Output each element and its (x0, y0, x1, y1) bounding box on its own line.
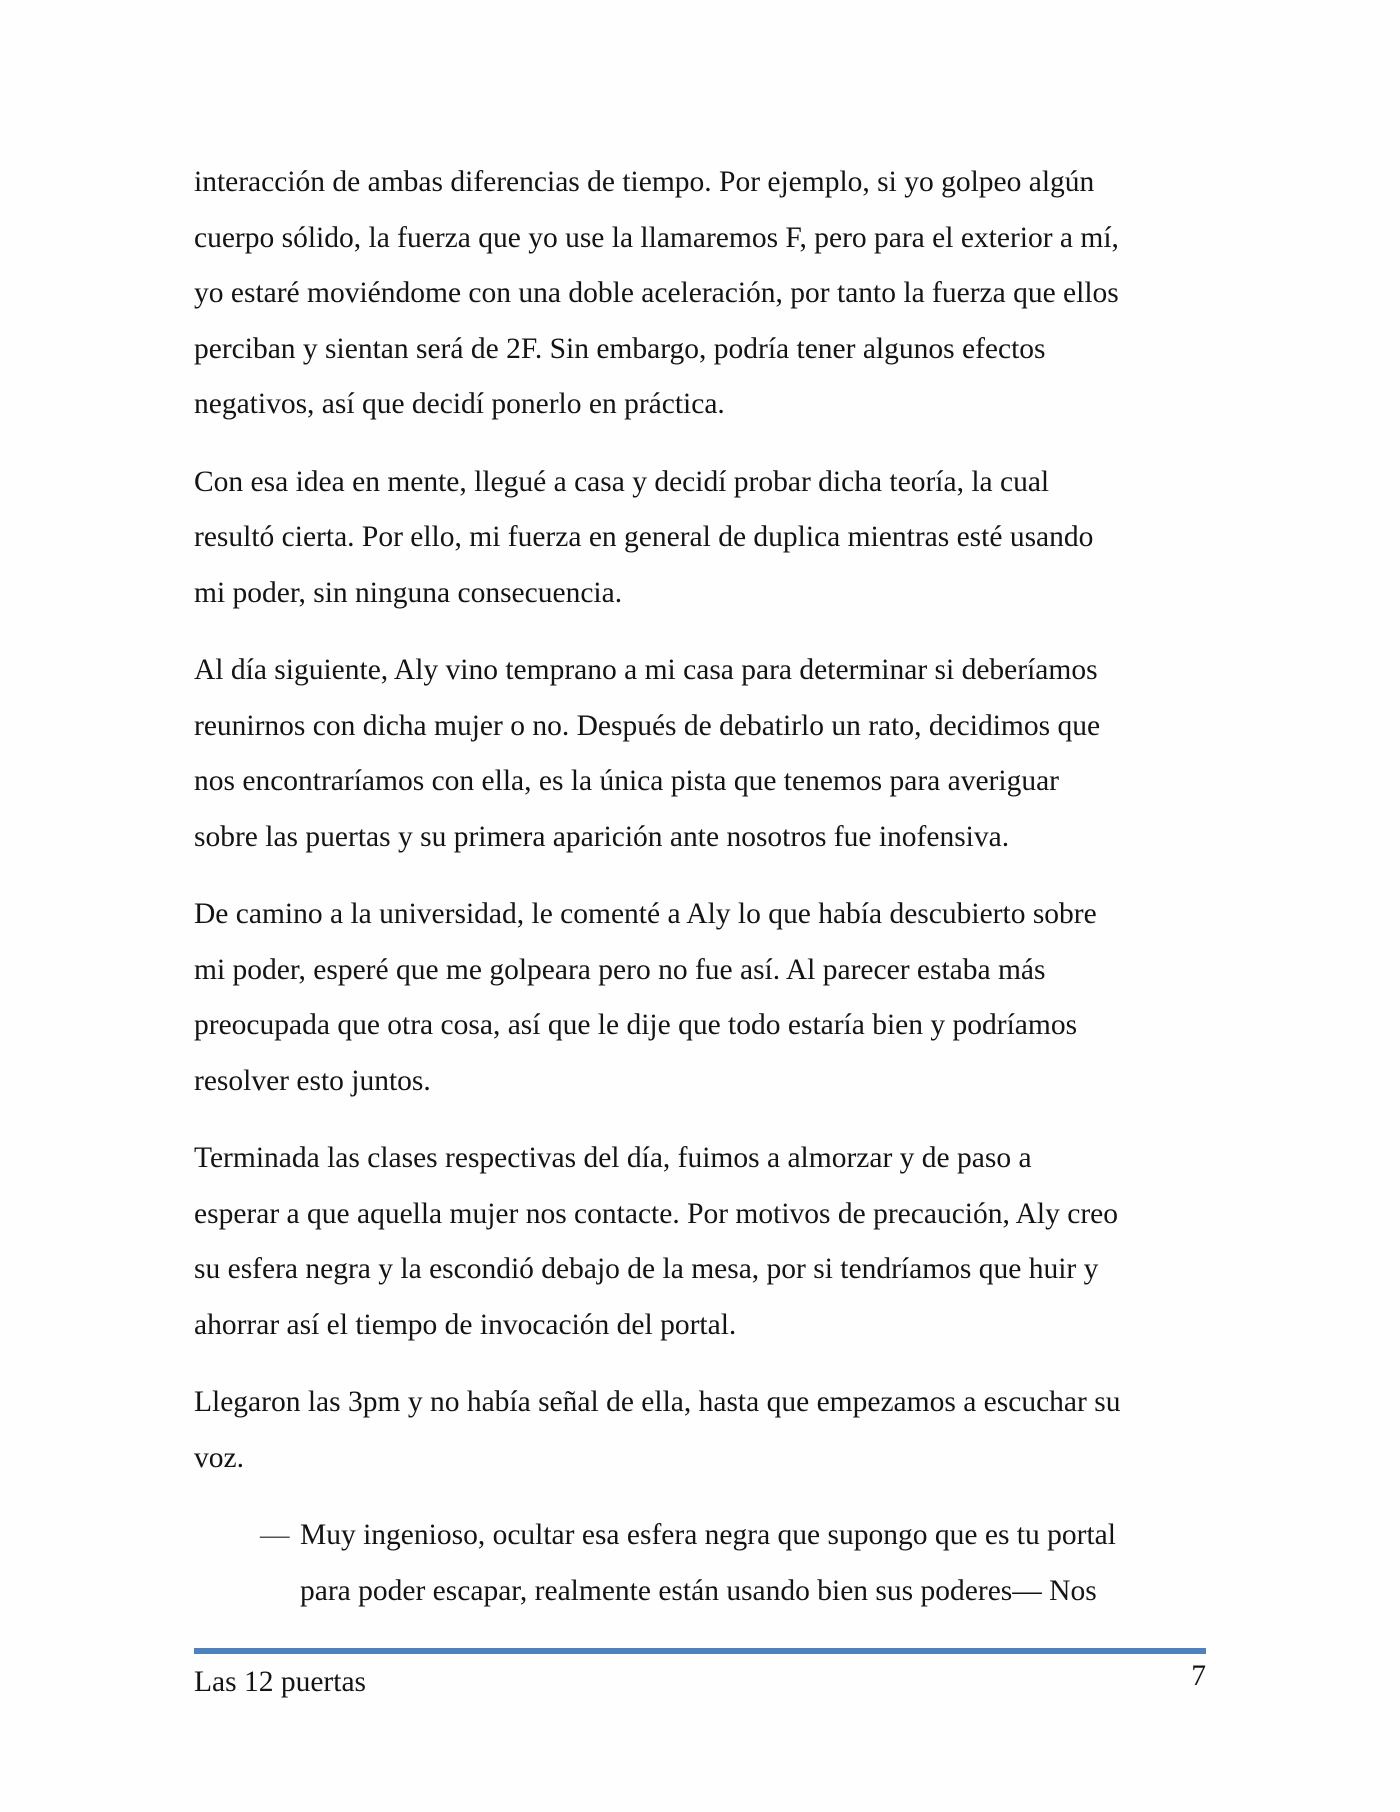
body-text (194, 155, 1206, 1508)
paragraph-2 (194, 455, 1206, 622)
paragraph-5 (194, 1131, 1206, 1353)
dialogue-block (260, 1508, 1210, 1619)
text-line: perciban y sientan será de 2F. Sin embargo, podría tener algunos efectos (194, 332, 1046, 365)
paragraph-3 (194, 643, 1206, 865)
text-line: yo estaré moviéndome con una doble aceleración, por tanto la fuerza que ellos (194, 277, 1119, 309)
dialogue-line: para poder escapar, realmente están usando bien sus poderes— Nos (300, 1574, 1097, 1607)
text-line: esperar a que aquella mujer nos contacte. Por motivos de precaución, Aly creo (194, 1197, 1118, 1230)
text-line: ahorrar así el tiempo de invocación del portal. (194, 1308, 737, 1341)
text-line: De camino a la universidad, le comenté a Aly lo que había descubierto sobre (194, 898, 1097, 930)
text-line: sobre las puertas y su primera aparición ante nosotros fue inofensiva. (194, 820, 1010, 853)
text-line: mi poder, esperé que me golpeara pero no fue así. Al parecer estaba más (194, 953, 1046, 986)
text-line: resolver esto juntos. (194, 1064, 431, 1097)
text-line: su esfera negra y la escondió debajo de la mesa, por si tendríamos que huir y (194, 1253, 1099, 1285)
paragraph-6 (194, 1375, 1206, 1486)
text-line: mi poder, sin ninguna consecuencia. (194, 576, 623, 609)
dialogue-dash: — (260, 1519, 290, 1551)
footer-book-title: Las 12 puertas (194, 1666, 367, 1698)
text-line: interacción de ambas diferencias de tiempo. Por ejemplo, si yo golpeo algún (194, 166, 1095, 198)
paragraph-4 (194, 887, 1206, 1109)
text-line: Con esa idea en mente, llegué a casa y decidí probar dicha teoría, la cual (194, 465, 1050, 498)
text-line: cuerpo sólido, la fuerza que yo use la llamaremos F, pero para el exterior a mí, (194, 221, 1119, 254)
dialogue-line: Muy ingenioso, ocultar esa esfera negra que supongo que es tu portal (300, 1519, 1116, 1551)
footer-page-number: 7 (1191, 1660, 1206, 1692)
text-line: nos encontraríamos con ella, es la única pista que tenemos para averiguar (194, 765, 1059, 797)
text-line: Al día siguiente, Aly vino temprano a mi casa para determinar si deberíamos (194, 654, 1098, 686)
text-line: Llegaron las 3pm y no había señal de ella, hasta que empezamos a escuchar su (194, 1386, 1121, 1418)
text-line: resultó cierta. Por ello, mi fuerza en general de duplica mientras esté usando (194, 521, 1094, 553)
text-line: voz. (194, 1441, 244, 1474)
text-line: Terminada las clases respectivas del día, fuimos a almorzar y de paso a (194, 1142, 1032, 1174)
text-line: reunirnos con dicha mujer o no. Después de debatirlo un rato, decidimos que (194, 709, 1101, 742)
paragraph-1 (194, 155, 1206, 433)
text-line: preocupada que otra cosa, así que le dije que todo estaría bien y podríamos (194, 1009, 1078, 1041)
text-line: negativos, así que decidí ponerlo en práctica. (194, 388, 725, 420)
footer-divider (194, 1648, 1206, 1654)
